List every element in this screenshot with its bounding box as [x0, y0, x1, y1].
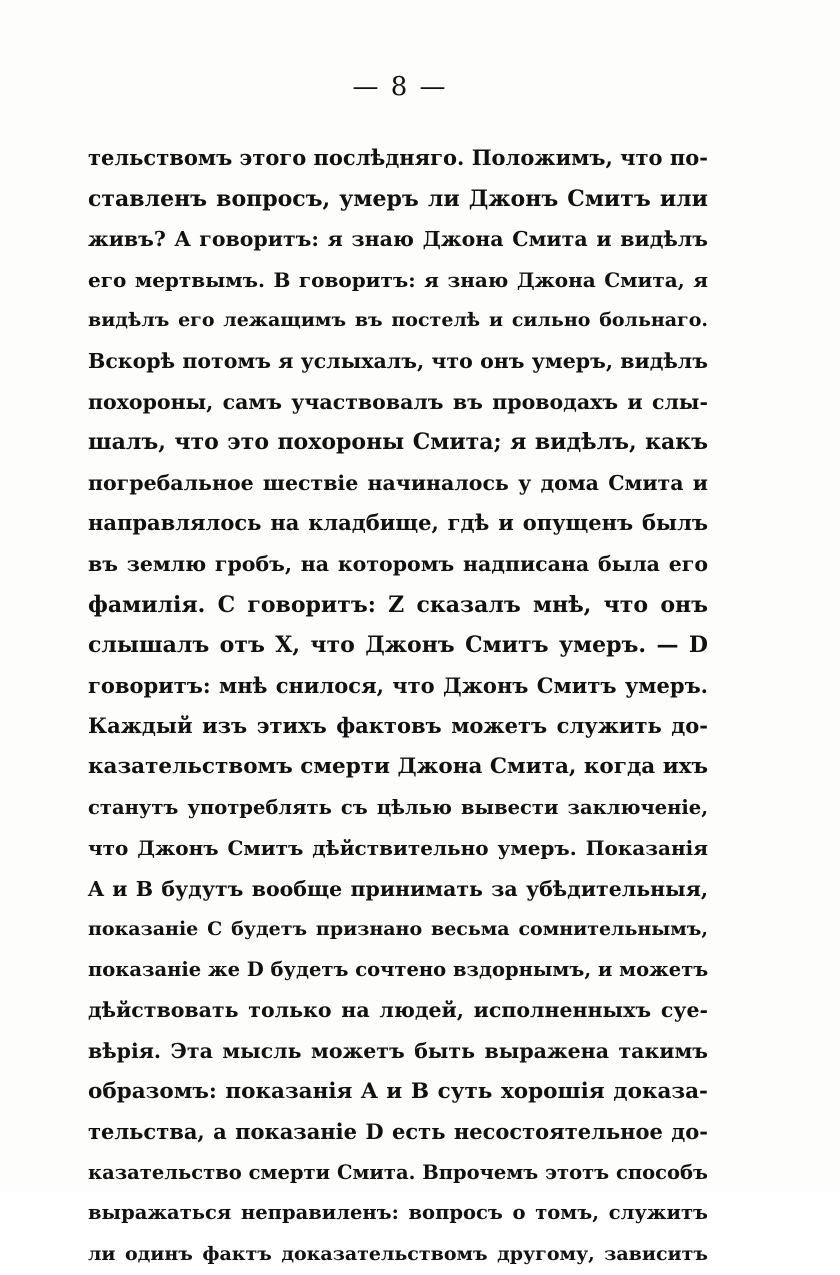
- body-text: [88, 138, 708, 1275]
- text-line: ставленъ вопросъ, умеръ ли Джонъ Смитъ или: [88, 185, 708, 212]
- text-line: тельства, а показаніе D есть несостоятельное до-: [88, 1119, 708, 1145]
- text-line: Вскорѣ потомъ я услыхалъ, что онъ умеръ, видѣлъ: [88, 348, 708, 373]
- text-line: показаніе же D будетъ сочтено вздорнымъ, и можетъ: [88, 957, 709, 981]
- text-line: станутъ употреблять съ цѣлью вывести заключеніе,: [88, 795, 708, 819]
- text-line: похороны, самъ участвовалъ въ проводахъ и слы-: [88, 389, 708, 414]
- text-line: что Джонъ Смитъ дѣйствительно умеръ. Показанія: [88, 836, 708, 861]
- text-line: дѣйствовать только на людей, исполненныхъ суе-: [88, 998, 708, 1023]
- text-line: казательствомъ смерти Джона Смита, когда ихъ: [88, 753, 708, 779]
- text-line: Каждый изъ этихъ фактовъ можетъ служить до-: [88, 713, 708, 739]
- text-line: выражаться неправиленъ: вопросъ о томъ, служитъ: [88, 1201, 708, 1225]
- text-line: ли одинъ фактъ доказательствомъ другому, зависитъ: [88, 1243, 708, 1266]
- text-line: показаніе C будетъ признано весьма сомнительнымъ,: [88, 918, 708, 941]
- text-line: тельствомъ этого послѣдняго. Положимъ, что по-: [88, 145, 708, 170]
- text-line: говоритъ: мнѣ снилося, что Джонъ Смитъ умеръ.: [88, 672, 708, 698]
- text-line: фамилія. C говоритъ: Z сказалъ мнѣ, что онъ: [88, 591, 708, 618]
- page-number: — 8 —: [352, 72, 448, 102]
- text-line: образомъ: показанія A и B суть хорошія доказа-: [88, 1078, 708, 1104]
- text-line: казательство смерти Смита. Впрочемъ этотъ способъ: [88, 1160, 708, 1184]
- text-line: A и B будутъ вообще принимать за убѣдительныя,: [88, 876, 708, 901]
- text-line: шалъ, что это похороны Смита; я видѣлъ, какъ: [88, 429, 708, 456]
- text-line: погребальное шествіе начиналось у дома Смита и: [88, 470, 708, 495]
- text-line: въ землю гробъ, на которомъ надписана была его: [88, 551, 708, 576]
- text-line: его мертвымъ. B говоритъ: я знаю Джона Смита, я: [88, 267, 708, 292]
- text-line: вѣрія. Эта мысль можетъ быть выражена такимъ: [88, 1039, 708, 1064]
- text-line: направлялось на кладбище, гдѣ и опущенъ былъ: [88, 510, 708, 536]
- text-line: живъ? A говоритъ: я знаю Джона Смита и видѣлъ: [88, 227, 708, 252]
- text-line: слышалъ отъ X, что Джонъ Смитъ умеръ. — D: [88, 632, 708, 659]
- text-line: видѣлъ его лежащимъ въ постелѣ и сильно больнаго.: [88, 309, 708, 332]
